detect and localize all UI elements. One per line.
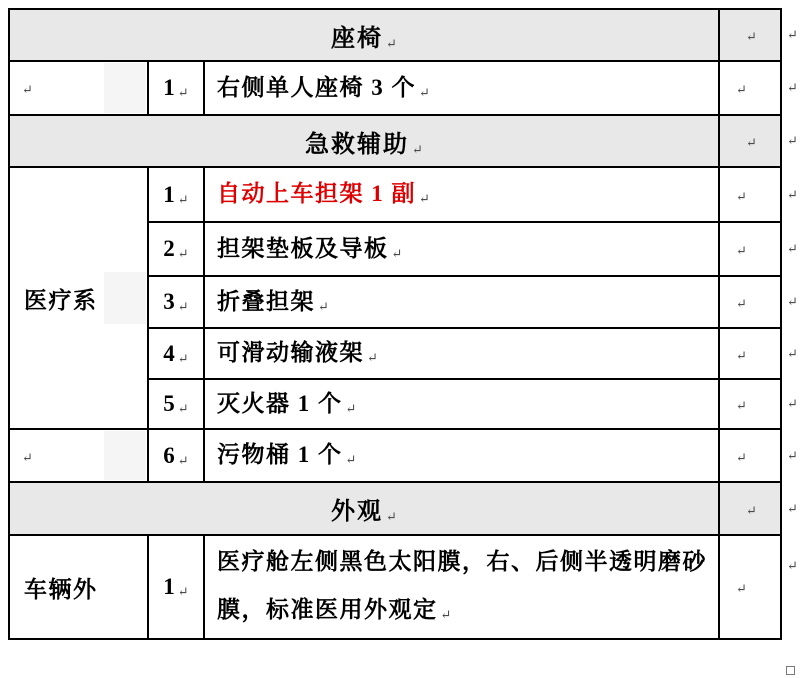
item-description-cell <box>204 222 719 276</box>
tail-cell <box>719 379 781 429</box>
paragraph-mark-icon: ↵ <box>177 584 189 599</box>
item-number: 1 <box>163 574 175 599</box>
row-end-mark-icon: ↵ <box>787 80 798 95</box>
item-description-cell <box>204 167 719 222</box>
paragraph-mark-icon: ↵ <box>386 509 397 524</box>
row-exterior-1 <box>9 535 799 639</box>
paragraph-mark-icon: ↵ <box>345 400 357 416</box>
label-cell-empty <box>9 61 148 115</box>
paragraph-mark-icon: ↵ <box>736 398 747 413</box>
paragraph-mark-icon: ↵ <box>177 246 189 261</box>
item-description: 右侧单人座椅 3 个 <box>217 74 416 100</box>
item-number: 4 <box>163 340 175 366</box>
row-firstaid-1 <box>9 167 799 222</box>
section-header-firstaid <box>9 115 719 167</box>
item-number: 6 <box>163 442 175 468</box>
paragraph-mark-icon: ↵ <box>22 82 33 97</box>
paragraph-mark-icon: ↵ <box>177 401 189 416</box>
paragraph-mark-icon: ↵ <box>736 296 747 311</box>
paragraph-mark-icon: ↵ <box>419 191 430 207</box>
equipment-table <box>8 8 800 640</box>
row-end-mark-cell <box>781 167 799 222</box>
row-end-mark-icon: ↵ <box>787 27 798 42</box>
shading-artifact <box>104 63 146 113</box>
section-title: 急救辅助 <box>305 131 410 158</box>
item-number: 5 <box>163 391 175 416</box>
tail-cell <box>719 535 781 639</box>
tail-cell <box>719 9 781 61</box>
group-label: 车辆外 <box>24 576 98 602</box>
paragraph-mark-icon: ↵ <box>177 350 189 366</box>
row-end-mark-icon: ↵ <box>787 133 798 148</box>
item-number-cell <box>148 535 204 639</box>
item-number: 1 <box>163 181 175 207</box>
tail-cell <box>719 429 781 482</box>
paragraph-mark-icon: ↵ <box>177 299 189 314</box>
paragraph-mark-icon: ↵ <box>386 35 397 51</box>
row-end-mark-icon: ↵ <box>787 500 798 516</box>
tail-cell <box>719 276 781 328</box>
row-end-mark-cell <box>781 535 799 639</box>
row-end-mark-icon: ↵ <box>787 186 798 202</box>
group-label-cell-vehicle <box>9 535 148 639</box>
paragraph-mark-icon: ↵ <box>419 84 430 100</box>
row-firstaid-6 <box>9 429 799 482</box>
row-header-exterior <box>9 482 799 535</box>
paragraph-mark-icon: ↵ <box>345 452 357 468</box>
row-end-mark-icon: ↵ <box>787 241 798 256</box>
row-header-seats <box>9 9 799 61</box>
row-end-mark-cell <box>781 276 799 328</box>
tail-cell <box>719 167 781 222</box>
row-end-mark-icon: ↵ <box>787 558 798 573</box>
item-description-cell <box>204 429 719 482</box>
paragraph-mark-icon: ↵ <box>736 82 747 97</box>
item-description-cell <box>204 328 719 379</box>
paragraph-mark-icon: ↵ <box>367 350 378 366</box>
row-end-mark-cell <box>781 9 799 61</box>
item-description: 可滑动输液架 <box>217 340 364 366</box>
table-resize-handle[interactable] <box>786 666 795 675</box>
item-description-cell <box>204 379 719 429</box>
paragraph-mark-icon: ↵ <box>746 502 757 518</box>
item-number-cell <box>148 276 204 328</box>
tail-cell <box>719 222 781 276</box>
row-end-mark-icon: ↵ <box>787 447 798 463</box>
item-description: 担架垫板及导板 <box>217 235 389 261</box>
row-seats-item <box>9 61 799 115</box>
paragraph-mark-icon: ↵ <box>746 29 757 44</box>
tail-cell <box>719 482 781 535</box>
row-end-mark-cell <box>781 379 799 429</box>
item-number: 1 <box>163 75 175 100</box>
row-end-mark-cell <box>781 61 799 115</box>
section-header-seats <box>9 9 719 61</box>
shading-artifact <box>104 272 146 324</box>
paragraph-mark-icon: ↵ <box>736 347 747 363</box>
item-number-cell <box>148 61 204 115</box>
row-end-mark-icon: ↵ <box>787 396 798 411</box>
paragraph-mark-icon: ↵ <box>22 449 33 465</box>
row-end-mark-icon: ↵ <box>787 345 798 361</box>
section-title: 座椅 <box>331 25 384 52</box>
item-number-cell <box>148 222 204 276</box>
item-description-cell <box>204 61 719 115</box>
paragraph-mark-icon: ↵ <box>412 141 423 157</box>
paragraph-mark-icon: ↵ <box>746 135 757 150</box>
row-end-mark-cell <box>781 115 799 167</box>
item-description: 折叠担架 <box>217 288 315 314</box>
row-end-mark-cell <box>781 482 799 535</box>
item-description: 灭火器 1 个 <box>217 390 343 416</box>
tail-cell <box>719 61 781 115</box>
section-title: 外观 <box>331 499 384 525</box>
paragraph-mark-icon: ↵ <box>177 452 189 468</box>
row-header-firstaid <box>9 115 799 167</box>
paragraph-mark-icon: ↵ <box>177 191 189 207</box>
paragraph-mark-icon: ↵ <box>736 449 747 465</box>
paragraph-mark-icon: ↵ <box>736 243 747 258</box>
tail-cell <box>719 115 781 167</box>
item-description: 医疗舱左侧黑色太阳膜，右、后侧半透明磨砂膜，标准医用外观定 <box>217 548 707 622</box>
label-cell-empty <box>9 429 148 482</box>
row-end-mark-icon: ↵ <box>787 294 798 309</box>
item-description: 污物桶 1 个 <box>217 442 343 468</box>
item-number-cell <box>148 328 204 379</box>
item-number-cell <box>148 379 204 429</box>
item-description-cell <box>204 276 719 328</box>
item-number: 2 <box>163 236 175 261</box>
paragraph-mark-icon: ↵ <box>318 298 329 314</box>
item-description-highlighted: 自动上车担架 1 副 <box>217 181 416 207</box>
section-header-exterior <box>9 482 719 535</box>
item-description-cell <box>204 535 719 639</box>
tail-cell <box>719 328 781 379</box>
paragraph-mark-icon: ↵ <box>177 85 189 100</box>
paragraph-mark-icon: ↵ <box>736 581 747 596</box>
item-number-cell <box>148 429 204 482</box>
row-end-mark-cell <box>781 222 799 276</box>
paragraph-mark-icon: ↵ <box>440 606 452 622</box>
item-number: 3 <box>163 289 175 314</box>
group-label: 医疗系 <box>24 287 98 313</box>
item-number-cell <box>148 167 204 222</box>
shading-artifact <box>104 431 146 480</box>
row-end-mark-cell <box>781 429 799 482</box>
group-label-cell-medical <box>9 167 148 429</box>
paragraph-mark-icon: ↵ <box>391 245 403 261</box>
row-end-mark-cell <box>781 328 799 379</box>
paragraph-mark-icon: ↵ <box>736 188 747 204</box>
